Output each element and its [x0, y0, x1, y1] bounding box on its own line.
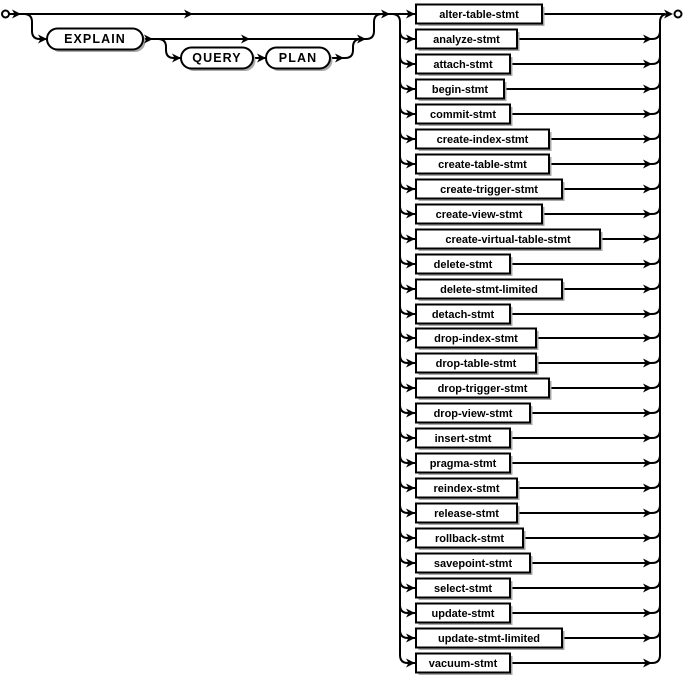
connector-line [510, 56, 660, 64]
nonterminal-delete-stmt[interactable] [416, 255, 513, 277]
nonterminal-create-view-stmt-label: create-view-stmt [435, 209, 523, 221]
terminal-explain [47, 29, 146, 53]
nonterminal-vacuum-stmt-label: vacuum-stmt [428, 658, 498, 670]
connector-line [517, 31, 660, 39]
terminal-query-label: QUERY [192, 51, 242, 65]
nonterminal-insert-stmt-label: insert-stmt [434, 433, 492, 445]
nonterminal-create-index-stmt-label: create-index-stmt [436, 134, 529, 146]
nonterminal-update-stmt-limited[interactable] [416, 629, 565, 651]
terminal-plan-label: PLAN [278, 51, 318, 65]
connector-line [510, 430, 660, 438]
connector-line [24, 14, 47, 39]
terminal-query [181, 48, 256, 72]
nonterminal-begin-stmt-label: begin-stmt [431, 84, 489, 96]
nonterminal-rollback-stmt-label: rollback-stmt [434, 533, 505, 545]
nonterminal-update-stmt-label: update-stmt [431, 608, 495, 620]
connector-line [510, 655, 660, 663]
nonterminal-reindex-stmt-label: reindex-stmt [433, 483, 500, 495]
nonterminal-drop-trigger-stmt[interactable] [416, 379, 552, 401]
connector-line [158, 39, 181, 58]
connector-line [510, 306, 660, 314]
nonterminal-create-table-stmt[interactable] [416, 155, 552, 177]
connector-line [510, 106, 660, 114]
nonterminal-drop-index-stmt[interactable] [416, 329, 539, 351]
nonterminal-alter-table-stmt[interactable] [416, 5, 545, 27]
nonterminal-drop-trigger-stmt-label: drop-trigger-stmt [437, 383, 528, 395]
nonterminal-create-table-stmt-label: create-table-stmt [438, 159, 527, 171]
end-terminator-icon [675, 11, 682, 18]
connector-line [366, 14, 382, 39]
connector-line [517, 505, 660, 513]
nonterminal-update-stmt-limited-label: update-stmt-limited [437, 633, 541, 645]
nonterminal-create-trigger-stmt[interactable] [416, 180, 565, 202]
nodes [47, 5, 603, 676]
connector-lines [9, 14, 668, 663]
nonterminal-pragma-stmt[interactable] [416, 454, 513, 476]
connector-line [510, 580, 660, 588]
nonterminal-create-virtual-table-stmt-label: create-virtual-table-stmt [445, 234, 571, 246]
nonterminal-create-view-stmt[interactable] [416, 205, 545, 227]
nonterminal-create-virtual-table-stmt[interactable] [416, 230, 603, 252]
nonterminal-vacuum-stmt[interactable] [416, 654, 513, 676]
nonterminal-reindex-stmt[interactable] [416, 479, 520, 501]
connector-line [530, 555, 660, 563]
nonterminal-select-stmt-label: select-stmt [433, 583, 493, 595]
nonterminal-drop-view-stmt[interactable] [416, 404, 533, 426]
nonterminal-insert-stmt[interactable] [416, 429, 513, 451]
nonterminal-drop-table-stmt[interactable] [416, 354, 539, 376]
nonterminal-drop-table-stmt-label: drop-table-stmt [435, 358, 517, 370]
connector-line [504, 81, 660, 89]
nonterminal-delete-stmt-limited-label: delete-stmt-limited [440, 284, 538, 296]
nonterminal-create-trigger-stmt-label: create-trigger-stmt [440, 184, 538, 196]
nonterminal-begin-stmt[interactable] [416, 80, 507, 102]
connector-line [517, 480, 660, 488]
nonterminal-drop-view-stmt-label: drop-view-stmt [433, 408, 513, 420]
connector-line [542, 206, 660, 214]
nonterminal-analyze-stmt[interactable] [416, 30, 520, 52]
connector-line [523, 530, 660, 538]
nonterminal-attach-stmt-label: attach-stmt [433, 59, 493, 71]
connector-line [530, 405, 660, 413]
nonterminal-rollback-stmt[interactable] [416, 529, 526, 551]
nonterminal-savepoint-stmt[interactable] [416, 554, 533, 576]
nonterminal-release-stmt[interactable] [416, 504, 520, 526]
nonterminal-savepoint-stmt-label: savepoint-stmt [433, 558, 513, 570]
nonterminal-commit-stmt[interactable] [416, 105, 513, 127]
nonterminal-delete-stmt-limited[interactable] [416, 280, 565, 302]
nonterminal-commit-stmt-label: commit-stmt [429, 109, 497, 121]
connector-line [510, 256, 660, 264]
connector-line [510, 455, 660, 463]
connector-line [392, 14, 400, 22]
nonterminal-drop-index-stmt-label: drop-index-stmt [434, 333, 518, 345]
nonterminal-attach-stmt[interactable] [416, 55, 513, 77]
nonterminal-pragma-stmt-label: pragma-stmt [429, 458, 497, 470]
start-terminator-icon [2, 11, 9, 18]
connector-line [600, 231, 660, 239]
nonterminal-create-index-stmt[interactable] [416, 130, 552, 152]
connector-line [536, 355, 660, 363]
terminal-explain-label: EXPLAIN [64, 32, 126, 46]
nonterminal-alter-table-stmt-label: alter-table-stmt [439, 9, 519, 21]
nonterminal-update-stmt[interactable] [416, 604, 513, 626]
nonterminal-select-stmt[interactable] [416, 579, 513, 601]
terminal-plan [266, 48, 333, 72]
nonterminal-release-stmt-label: release-stmt [434, 508, 499, 520]
connector-line [510, 605, 660, 613]
nonterminal-detach-stmt[interactable] [416, 305, 513, 327]
connector-line [536, 330, 660, 338]
nonterminal-detach-stmt-label: detach-stmt [431, 309, 495, 321]
nonterminal-delete-stmt-label: delete-stmt [433, 259, 493, 271]
nonterminal-analyze-stmt-label: analyze-stmt [433, 34, 500, 46]
